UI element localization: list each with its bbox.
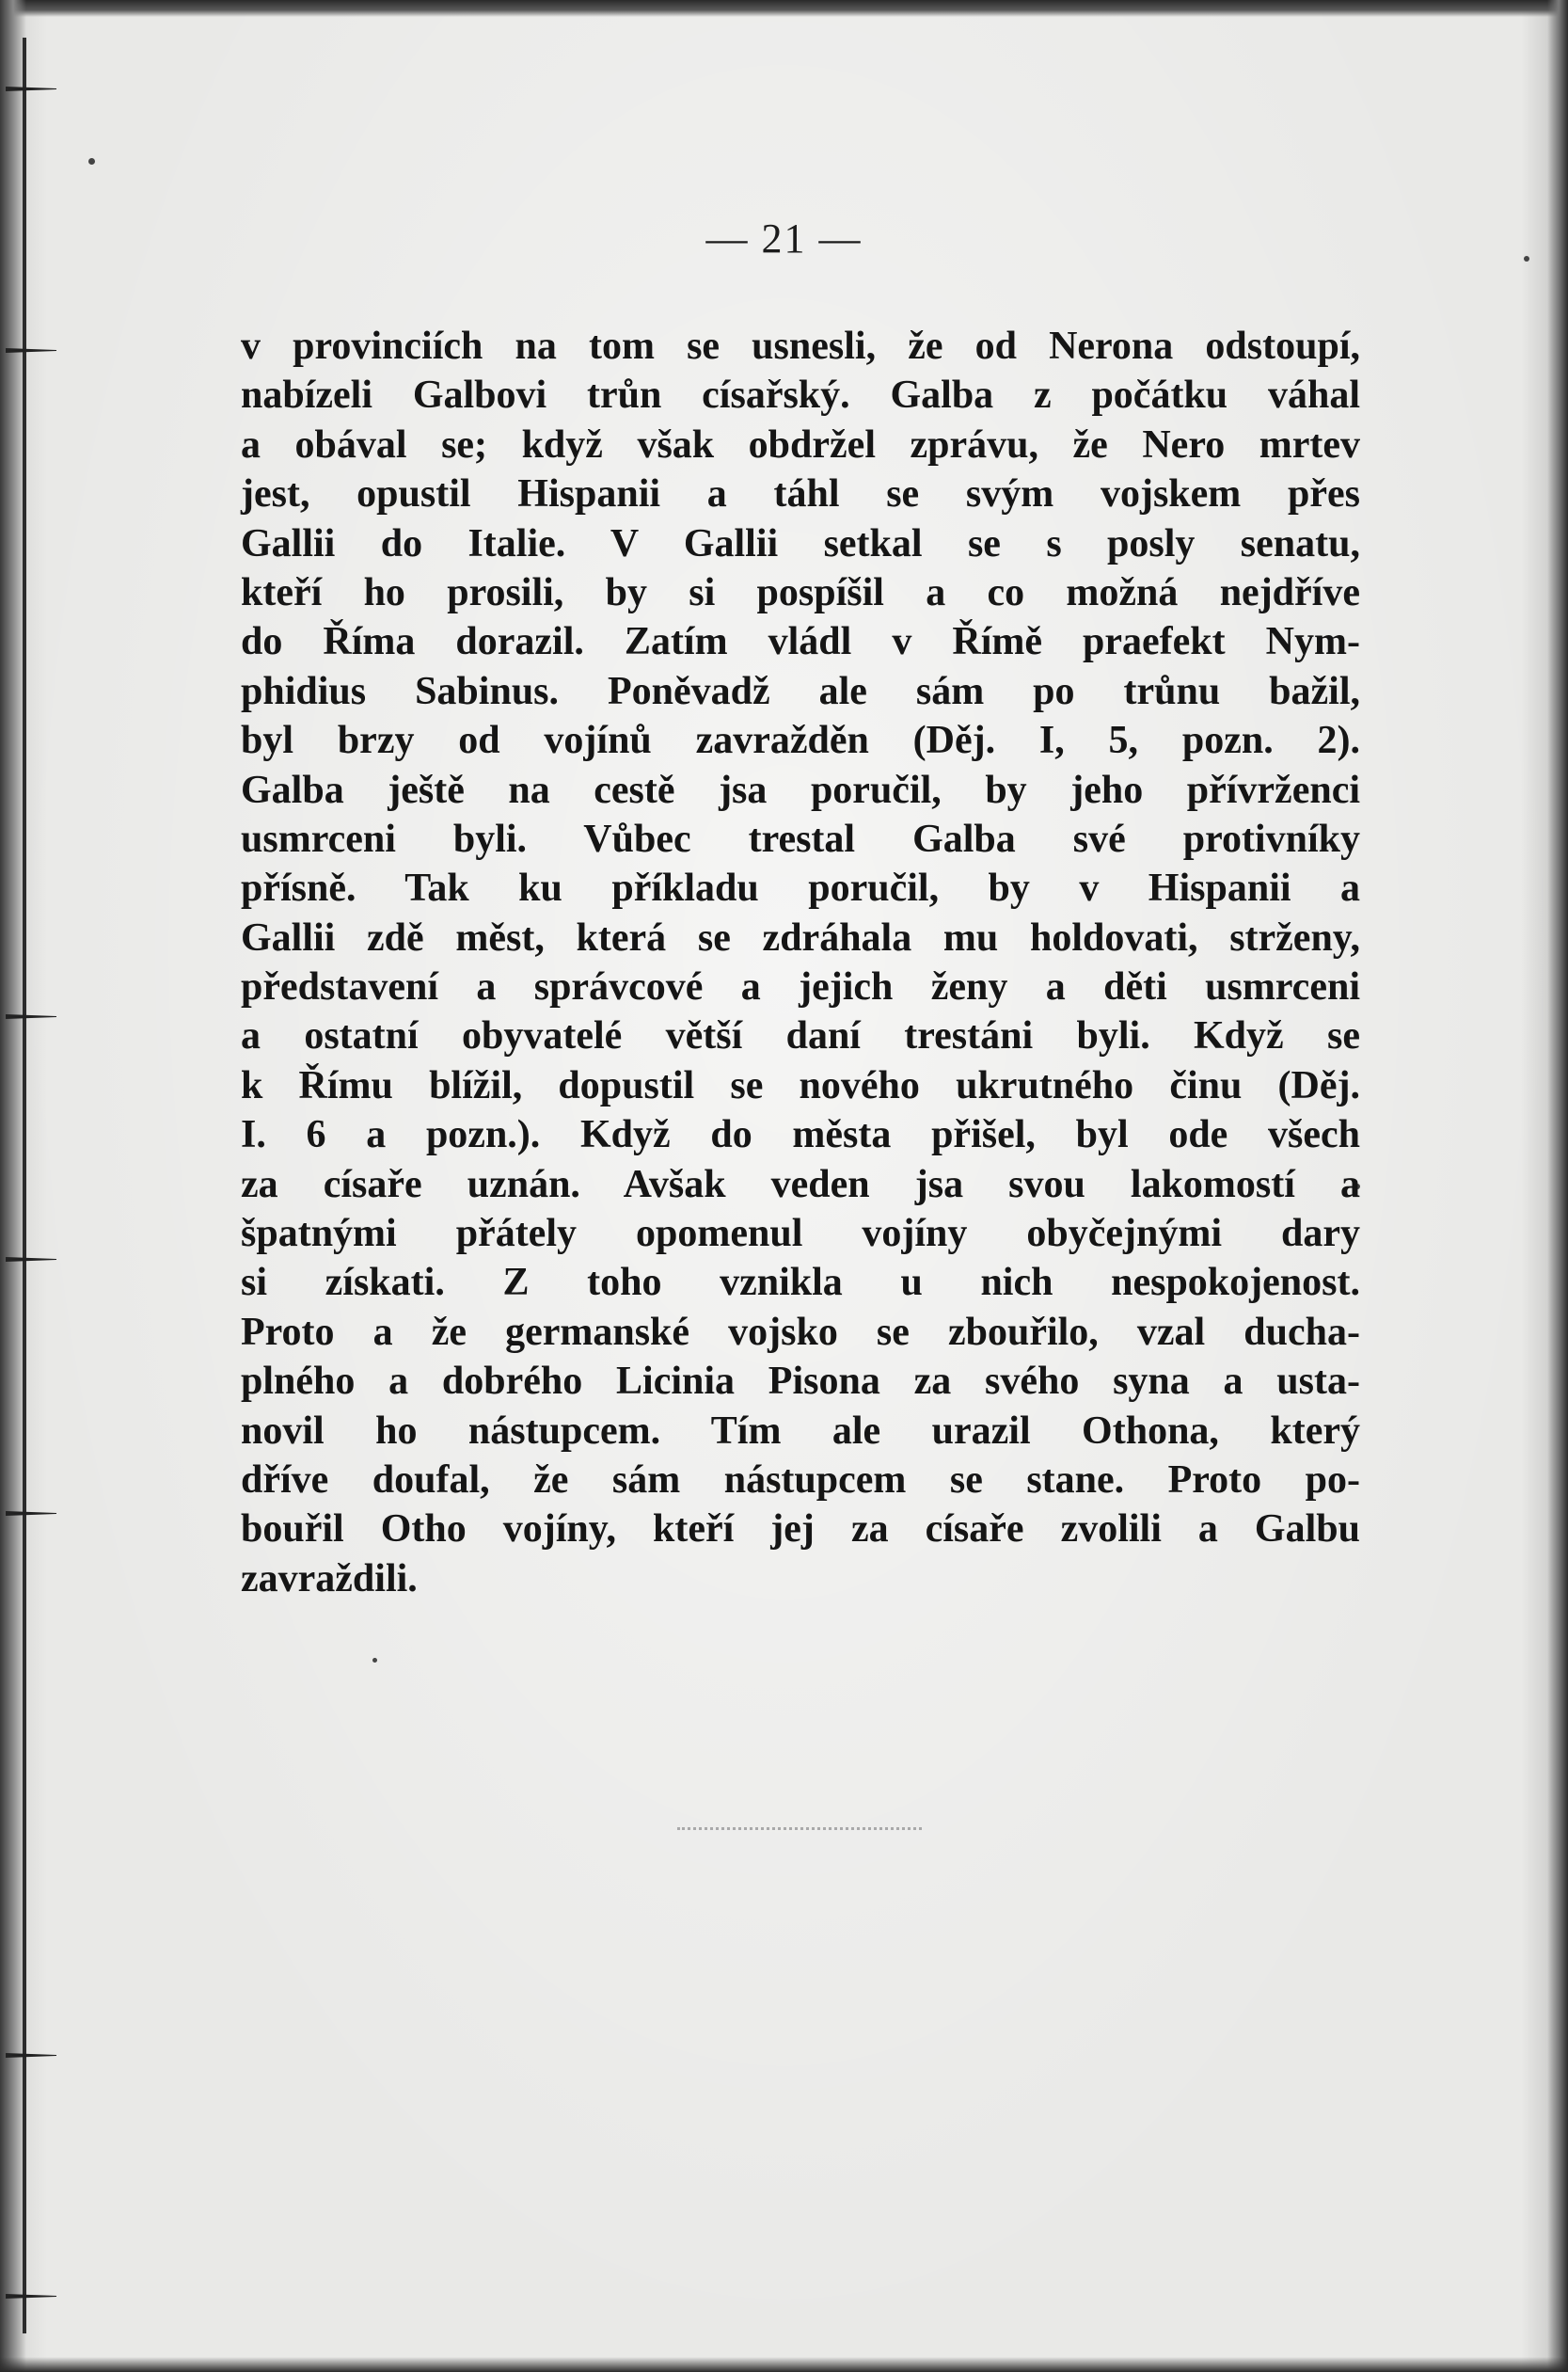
scan-top-edge <box>0 0 1568 17</box>
binding-tick <box>6 2294 56 2299</box>
text-line: dříve doufal, že sám nástupcem se stane. Proto po- <box>241 1457 1360 1502</box>
page-number: — 21 — <box>705 215 863 262</box>
paper-speck <box>372 1658 377 1663</box>
scan-bottom-edge <box>0 2357 1568 2372</box>
text-line: představení a správcové a jejich ženy a děti usmrceni <box>241 965 1360 1010</box>
text-line: nabízeli Galbovi trůn císařský. Galba z počátku váhal <box>241 374 1360 418</box>
binding-tick <box>6 1511 56 1516</box>
text-line: špatnými přátely opomenul vojíny obyčejnými dary <box>241 1212 1360 1256</box>
text-line: a ostatní obyvatelé větší daní trestáni byli. Když se <box>241 1014 1360 1059</box>
text-line: usmrceni byli. Vůbec trestal Galba své protivníky <box>241 817 1360 861</box>
text-line: k Římu blížil, dopustil se nového ukrutného činu (Děj. <box>241 1063 1360 1107</box>
text-line: kteří ho prosili, by si pospíšil a co možná nejdříve <box>241 570 1360 614</box>
text-line: přísně. Tak ku příkladu poručil, by v Hispanii a <box>241 867 1360 911</box>
text-line: byl brzy od vojínů zavražděn (Děj. I, 5, pozn. 2). <box>241 719 1360 763</box>
text-line: Proto a že germanské vojsko se zbouřilo, vzal ducha- <box>241 1310 1360 1354</box>
scan-right-edge <box>1547 0 1568 2372</box>
binding-tick <box>6 2053 56 2058</box>
text-line: v provinciích na tom se usnesli, že od Nerona odstoupí, <box>241 325 1360 368</box>
text-line: plného a dobrého Licinia Pisona za svého syna a usta- <box>241 1360 1360 1404</box>
text-line: Gallii zdě měst, která se zdráhala mu holdovati, strženy, <box>241 915 1360 960</box>
paper-speck <box>88 158 95 165</box>
text-line: za císaře uznán. Avšak veden jsa svou lakomostí a <box>241 1162 1360 1206</box>
text-line: jest, opustil Hispanii a táhl se svým vojskem přes <box>241 472 1360 517</box>
text-line: I. 6 a pozn.). Když do města přišel, byl ode všech <box>241 1113 1360 1157</box>
body-text <box>241 322 1360 1603</box>
text-line: Gallii do Italie. V Gallii setkal se s posly senatu, <box>241 521 1360 565</box>
text-line: do Říma dorazil. Zatím vládl v Římě praefekt Nym- <box>241 620 1360 664</box>
text-line: phidius Sabinus. Poněvadž ale sám po trůnu bažil, <box>241 669 1360 713</box>
binding-rule <box>23 38 26 2333</box>
text-line: zavraždili. <box>241 1556 418 1600</box>
text-line: a obával se; když však obdržel zprávu, že Nero mrtev <box>241 422 1360 467</box>
binding-tick <box>6 1014 56 1019</box>
text-line: si získati. Z toho vznikla u nich nespokojenost. <box>241 1261 1360 1305</box>
binding-tick <box>6 1257 56 1262</box>
text-line: Galba ještě na cestě jsa poručil, by jeho přívrženci <box>241 768 1360 812</box>
text-line: bouřil Otho vojíny, kteří jej za císaře zvolili a Galbu <box>241 1507 1360 1552</box>
text-line: novil ho nástupcem. Tím ale urazil Othona, který <box>241 1409 1360 1453</box>
faint-ornament-rule <box>677 1827 922 1834</box>
binding-tick <box>6 348 56 353</box>
binding-tick <box>6 87 56 91</box>
